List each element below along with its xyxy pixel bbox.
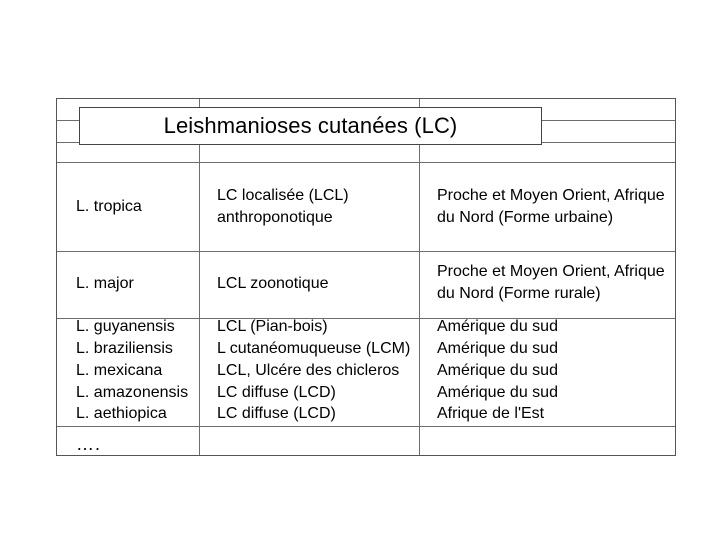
region-aethiopica: Afrique de l'Est (437, 405, 545, 422)
species-mexicana: L. mexicana (76, 362, 163, 379)
region-major-line-1: Proche et Moyen Orient, Afrique (437, 263, 665, 280)
region-amazonensis: Amérique du sud (437, 384, 558, 401)
column-divider (199, 99, 200, 455)
region-tropica-line-2: du Nord (Forme urbaine) (437, 209, 614, 226)
species-guyanensis: L. guyanensis (76, 318, 175, 335)
column-divider (419, 99, 420, 455)
row-divider (57, 251, 675, 252)
region-mexicana: Amérique du sud (437, 362, 558, 379)
form-major: LCL zoonotique (217, 275, 329, 292)
species-major: L. major (76, 275, 134, 292)
table-title: Leishmanioses cutanées (LC) (79, 107, 542, 145)
region-major-line-2: du Nord (Forme rurale) (437, 285, 601, 302)
species-amazonensis: L. amazonensis (76, 384, 189, 401)
form-amazonensis: LC diffuse (LCD) (217, 384, 336, 401)
continuation-ellipsis: …. (76, 434, 102, 454)
region-tropica-line-1: Proche et Moyen Orient, Afrique (437, 187, 665, 204)
form-guyanensis: LCL (Pian-bois) (217, 318, 328, 335)
species-aethiopica: L. aethiopica (76, 405, 167, 422)
form-tropica-line-1: LC localisée (LCL) (217, 187, 349, 204)
row-divider (57, 162, 675, 163)
species-tropica: L. tropica (76, 198, 142, 215)
form-mexicana: LCL, Ulcére des chicleros (217, 362, 400, 379)
row-divider (57, 426, 675, 427)
region-guyanensis: Amérique du sud (437, 318, 558, 335)
form-braziliensis: L cutanéomuqueuse (LCM) (217, 340, 411, 357)
form-aethiopica: LC diffuse (LCD) (217, 405, 336, 422)
form-tropica-line-2: anthroponotique (217, 209, 333, 226)
species-braziliensis: L. braziliensis (76, 340, 173, 357)
region-braziliensis: Amérique du sud (437, 340, 558, 357)
